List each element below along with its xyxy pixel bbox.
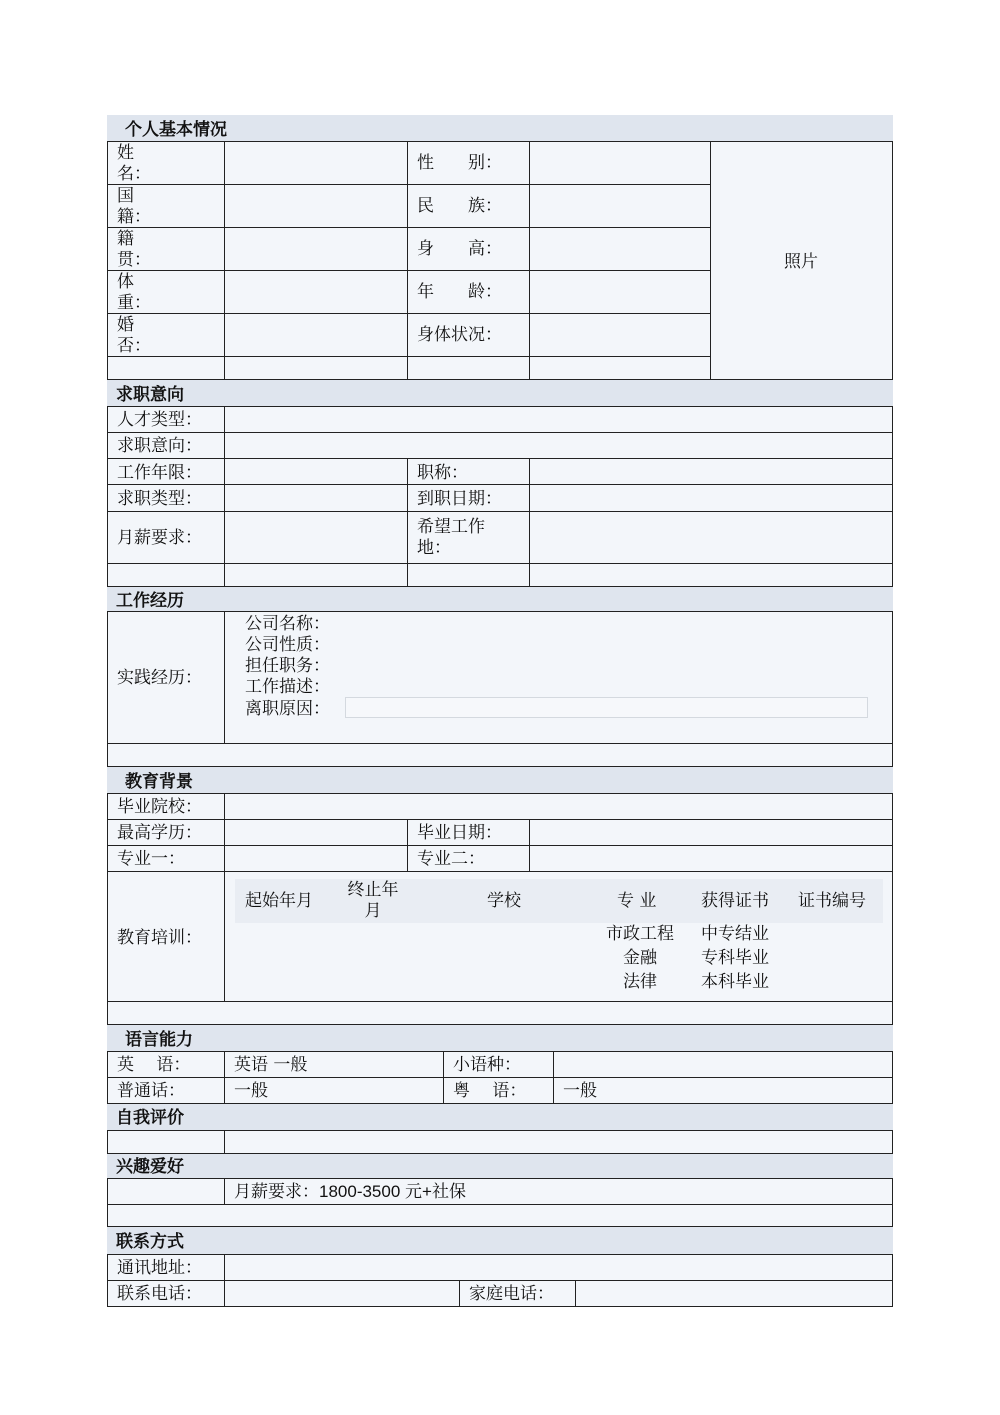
value-cell-title[interactable] xyxy=(529,458,893,485)
value-cell-major2[interactable] xyxy=(529,845,893,872)
company-name-label: 公司名称： xyxy=(245,614,330,634)
empty-cell xyxy=(224,563,408,587)
leave-reason-label: 离职原因： xyxy=(245,699,330,719)
name-label: 姓名： xyxy=(117,143,151,184)
training-column-header: 起始年月 xyxy=(245,891,313,911)
value-cell-height[interactable] xyxy=(529,227,711,271)
training-label: 教育培训： xyxy=(117,928,202,948)
grad-date-label: 毕业日期： xyxy=(417,823,502,843)
value-cell-ethnicity[interactable] xyxy=(529,184,711,228)
value-cell-self-eval[interactable] xyxy=(224,1130,893,1154)
section-title-contact: 联系方式 xyxy=(116,1232,184,1252)
native-label: 籍贯： xyxy=(117,229,151,270)
location-label: 希望工作地： xyxy=(417,517,485,558)
empty-cell xyxy=(407,563,530,587)
section-title-self-eval: 自我评价 xyxy=(116,1108,184,1128)
english-label: 英 语： xyxy=(117,1055,191,1075)
phone-label: 联系电话： xyxy=(117,1284,202,1304)
description-label: 工作描述： xyxy=(245,677,330,697)
empty-cell xyxy=(107,1178,225,1205)
address-label: 通讯地址： xyxy=(117,1258,202,1278)
training-header-band xyxy=(235,879,883,923)
training-row-major: 法律 xyxy=(623,972,657,992)
section-header-contact xyxy=(107,1227,893,1254)
height-label: 身 高： xyxy=(417,239,502,259)
value-cell-start-date[interactable] xyxy=(529,484,893,512)
value-cell-gender[interactable] xyxy=(529,141,711,185)
home-phone-label: 家庭电话： xyxy=(469,1284,554,1304)
empty-cell xyxy=(407,356,530,380)
training-row-cert: 本科毕业 xyxy=(701,972,769,992)
position-label: 担任职务： xyxy=(245,656,330,676)
value-cell-degree[interactable] xyxy=(224,819,408,846)
empty-cell xyxy=(107,743,893,767)
mandarin-label: 普通话： xyxy=(117,1081,185,1101)
empty-cell xyxy=(529,563,893,587)
empty-cell xyxy=(107,1204,893,1227)
talent-type-label: 人才类型： xyxy=(117,410,202,430)
school-label: 毕业院校： xyxy=(117,797,202,817)
salary-line: 月薪要求：1800-3500 元+社保 xyxy=(234,1182,466,1201)
degree-label: 最高学历： xyxy=(117,823,202,843)
leave-reason-input[interactable] xyxy=(345,697,868,718)
empty-cell xyxy=(529,356,711,380)
intention-label: 求职意向： xyxy=(117,436,202,456)
years-label: 工作年限： xyxy=(117,463,202,483)
cantonese-label: 粤 语： xyxy=(453,1081,527,1101)
value-cell-major1[interactable] xyxy=(224,845,408,872)
title-label: 职称： xyxy=(417,463,468,483)
training-row-cert: 中专结业 xyxy=(701,924,769,944)
training-row-cert: 专科毕业 xyxy=(701,948,769,968)
photo-label: 照片 xyxy=(784,252,818,272)
value-cell-talent-type[interactable] xyxy=(224,406,893,433)
start-date-label: 到职日期： xyxy=(417,489,502,509)
value-cell-health[interactable] xyxy=(529,313,711,357)
section-title-language: 语言能力 xyxy=(125,1030,193,1050)
major1-label: 专业一： xyxy=(117,849,185,869)
value-cell-home-phone[interactable] xyxy=(575,1280,893,1307)
value-cell-native[interactable] xyxy=(224,227,408,271)
weight-label: 体重： xyxy=(117,272,151,313)
section-title-basic: 个人基本情况 xyxy=(125,120,227,140)
empty-cell xyxy=(107,1130,225,1154)
section-header-self-eval xyxy=(107,1104,893,1130)
gender-label: 性 别： xyxy=(417,153,502,173)
value-cell-school[interactable] xyxy=(224,793,893,820)
value-cell-marital[interactable] xyxy=(224,313,408,357)
nationality-label: 国籍： xyxy=(117,186,151,227)
training-column-header: 学校 xyxy=(487,891,521,911)
english-value: 英语 一般 xyxy=(234,1055,308,1075)
section-title-work: 工作经历 xyxy=(116,591,184,611)
job-type-label: 求职类型： xyxy=(117,489,202,509)
minor-label: 小语种： xyxy=(453,1055,521,1075)
value-cell-location[interactable] xyxy=(529,511,893,564)
value-cell-intention[interactable] xyxy=(224,432,893,459)
mandarin-value: 一般 xyxy=(234,1081,268,1101)
training-column-header: 证书编号 xyxy=(798,891,866,911)
ethnicity-label: 民 族： xyxy=(417,196,502,216)
value-cell-age[interactable] xyxy=(529,270,711,314)
company-type-label: 公司性质： xyxy=(245,635,330,655)
value-cell-phone[interactable] xyxy=(224,1280,460,1307)
training-column-header: 获得证书 xyxy=(701,891,769,911)
section-header-hobbies xyxy=(107,1154,893,1178)
value-cell-minor[interactable] xyxy=(553,1051,893,1078)
major2-label: 专业二： xyxy=(417,849,485,869)
section-title-intention: 求职意向 xyxy=(116,385,184,405)
empty-cell xyxy=(107,356,225,380)
empty-cell xyxy=(107,1001,893,1025)
practice-label: 实践经历： xyxy=(117,668,202,688)
value-cell-job-type[interactable] xyxy=(224,484,408,512)
cantonese-value: 一般 xyxy=(563,1081,597,1101)
value-cell-cantonese[interactable] xyxy=(553,1077,893,1104)
training-column-header: 专 业 xyxy=(617,891,657,911)
training-row-major: 金融 xyxy=(623,948,657,968)
salary-label: 月薪要求： xyxy=(117,528,202,548)
empty-cell xyxy=(107,563,225,587)
section-header-education xyxy=(107,767,893,793)
section-header-work xyxy=(107,587,893,612)
value-cell-name[interactable] xyxy=(224,141,408,185)
empty-cell xyxy=(224,356,408,380)
section-header-language xyxy=(107,1025,893,1051)
age-label: 年 龄： xyxy=(417,282,502,302)
marital-label: 婚否： xyxy=(117,315,151,356)
section-header-intention xyxy=(107,380,893,406)
value-cell-address[interactable] xyxy=(224,1254,893,1281)
section-title-education: 教育背景 xyxy=(125,772,193,792)
training-row-major: 市政工程 xyxy=(606,924,674,944)
health-label: 身体状况： xyxy=(417,325,502,345)
value-cell-grad-date[interactable] xyxy=(529,819,893,846)
value-cell-years[interactable] xyxy=(224,458,408,485)
training-column-header: 终止年月 xyxy=(347,880,399,921)
value-cell-salary[interactable] xyxy=(224,511,408,564)
section-title-hobbies: 兴趣爱好 xyxy=(116,1157,184,1177)
value-cell-weight[interactable] xyxy=(224,270,408,314)
value-cell-nationality[interactable] xyxy=(224,184,408,228)
